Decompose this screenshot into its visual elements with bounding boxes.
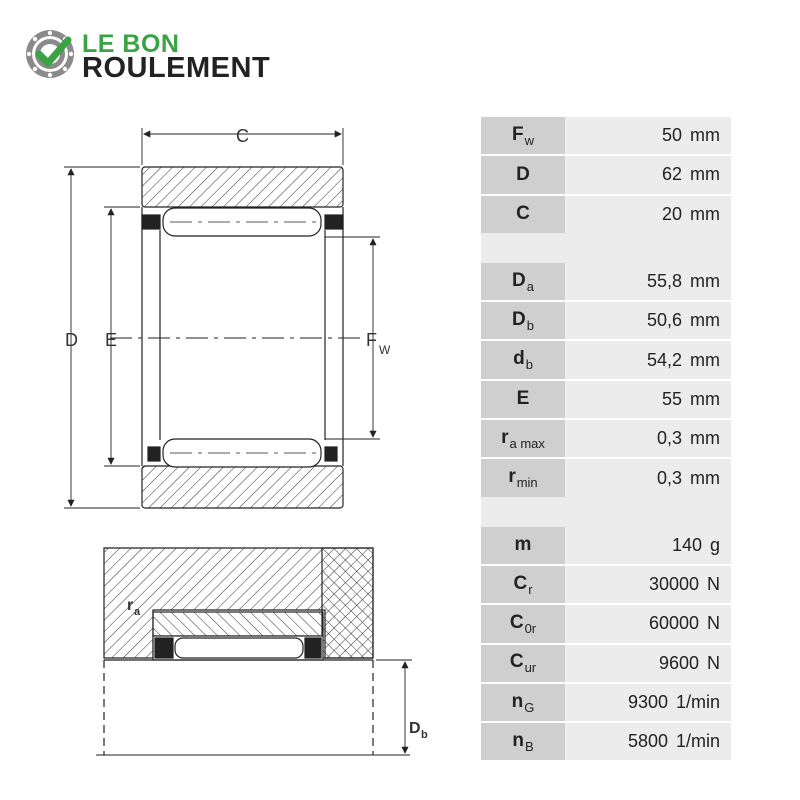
dim-label-ra: r [127,597,134,614]
dim-label-fw-sub: W [379,343,391,357]
spec-row [481,301,731,340]
spec-value-cell [565,263,731,301]
spec-value-cell [565,195,731,233]
spec-value: 0,3 [656,467,682,488]
spec-row [481,458,731,496]
dim-label-c: C [236,126,249,146]
spec-symbol-main: D [512,269,526,291]
spec-symbol [481,263,565,301]
spec-symbol-main: n [511,690,524,712]
spec-value: 5800 [627,731,668,752]
spec-unit: mm [690,388,720,409]
spec-symbol-main: n [512,729,524,751]
dim-label-ra-sub: a [134,606,141,618]
spec-value-cell [565,683,731,722]
spec-row [481,644,731,683]
spec-value-cell [565,155,731,194]
spec-value-cell [565,117,731,155]
spec-value: 9300 [627,692,668,712]
spec-value: 0,3 [656,428,682,449]
spec-symbol-main: D [516,163,530,185]
spec-group-separator [481,233,731,263]
spec-symbol-sub: w [524,132,534,148]
spec-value-cell [565,604,731,643]
spec-symbol [481,458,565,496]
spec-unit: mm [690,428,720,449]
spec-value: 55,8 [646,271,682,292]
spec-symbol [481,722,565,760]
dim-label-d: D [65,330,78,350]
spec-value: 30000 [648,574,699,595]
spec-row [481,527,731,565]
spec-unit: N [707,613,720,634]
spec-unit: mm [690,467,720,488]
spec-row [481,263,731,301]
spec-row [481,195,731,233]
spec-symbol-main: D [512,308,526,330]
spec-unit: mm [690,164,720,185]
spec-row [481,604,731,643]
dim-label-e: E [105,330,118,350]
spec-value: 20 [661,203,682,224]
spec-symbol-main: m [514,534,532,556]
spec-value-cell [565,419,731,458]
spec-row [481,340,731,379]
spec-value-cell [565,340,731,379]
spec-symbol-main: C [509,611,524,633]
spec-unit: 1/min [675,731,720,752]
spec-value-cell [565,527,731,565]
spec-symbol [481,419,565,458]
spec-value: 50,6 [646,310,682,331]
spec-unit: g [709,534,720,555]
spec-symbol-sub: B [524,738,534,754]
spec-value: 60000 [648,613,699,634]
spec-value: 62 [661,164,682,185]
spec-value-cell [565,380,731,419]
spec-symbol [481,155,565,194]
brand-line1: LE BON [82,30,180,58]
spec-unit: mm [690,271,720,292]
spec-symbol [481,565,565,604]
spec-symbol-main: E [516,388,530,410]
spec-row [481,155,731,194]
spec-symbol [481,301,565,340]
spec-symbol-main: C [509,651,524,673]
spec-value-cell [565,565,731,604]
outer-ring-bottom [142,466,343,508]
spec-unit: 1/min [675,692,720,712]
spec-symbol [481,527,565,565]
spec-symbol-sub: G [524,699,535,715]
spec-value-cell [565,458,731,496]
spec-symbol-sub: r [528,581,533,597]
spec-row [481,683,731,722]
spec-unit: mm [690,310,720,331]
spec-symbol-sub: 0r [524,620,537,636]
spec-symbol [481,604,565,643]
spec-value-cell [565,301,731,340]
spec-symbol-sub: b [525,357,533,373]
spec-row [481,565,731,604]
spec-value: 50 [661,125,682,146]
spec-row [481,117,731,155]
brand-line2: ROULEMENT [82,52,271,84]
spec-symbol-main: F [512,123,524,145]
spec-value: 55 [661,388,682,409]
spec-symbol-main: r [508,466,516,488]
spec-value-cell [565,722,731,760]
spec-symbol-sub: b [526,317,534,333]
spec-unit: N [707,652,720,673]
spec-symbol [481,117,565,155]
spec-unit: mm [690,125,720,146]
dim-label-db: D [409,720,421,737]
spec-symbol [481,644,565,683]
spec-symbol-main: C [516,203,530,225]
dim-label-db-sub: b [421,729,428,741]
spec-unit: mm [690,203,720,224]
spec-value: 140 [671,534,702,555]
spec-symbol [481,340,565,379]
spec-symbol-sub: ur [524,660,537,676]
spec-symbol-main: r [501,426,509,448]
spec-symbol-sub: min [516,475,538,491]
spec-symbol [481,380,565,419]
spec-symbol-main: d [513,348,525,370]
spec-row [481,722,731,760]
outer-ring-top [142,167,343,207]
spec-symbol-sub: a max [509,435,545,451]
spec-table [481,117,731,760]
spec-row [481,419,731,458]
spec-group-separator [481,497,731,527]
spec-symbol [481,683,565,722]
spec-value: 9600 [658,652,699,673]
dim-label-fw: F [366,330,377,350]
spec-row [481,380,731,419]
spec-symbol-main: C [513,572,528,594]
detail-roller [153,612,323,636]
spec-symbol [481,195,565,233]
spec-value: 54,2 [646,349,682,370]
spec-unit: N [707,574,720,595]
spec-symbol-sub: a [526,278,534,294]
spec-unit: mm [690,349,720,370]
spec-value-cell [565,644,731,683]
